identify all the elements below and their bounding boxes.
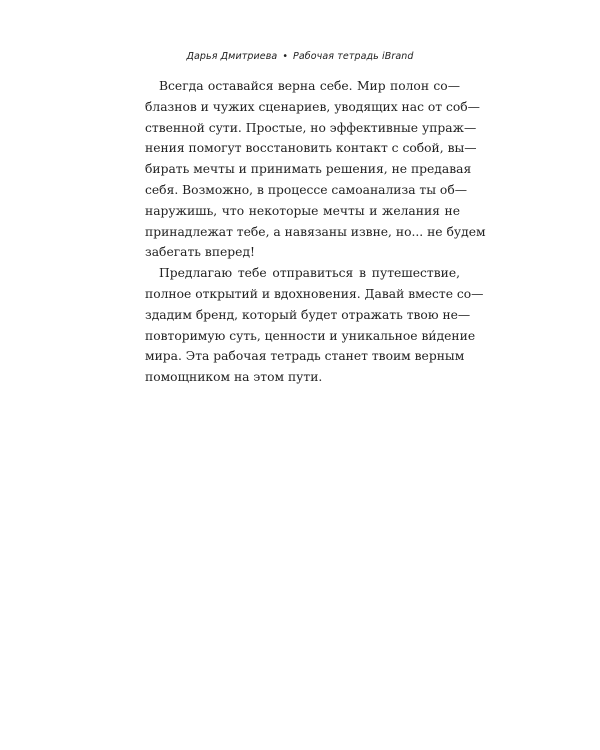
body-text (145, 76, 486, 388)
text-line: Предлагаю тебе отправиться в путешествие, (159, 266, 460, 281)
header-author: Дарья Дмитриева (186, 51, 278, 62)
text-line: мира. Эта рабочая тетрадь станет твоим верным (145, 349, 465, 364)
text-line: нения помогут восстановить контакт с собой, вы— (145, 141, 477, 156)
text-line: принадлежат тебе, а навязаны извне, но... не будем (145, 224, 486, 239)
paragraph-2 (145, 263, 484, 388)
text-line: ственной сути. Простые, но эффективные упраж— (145, 120, 477, 135)
paragraph-1 (145, 76, 486, 263)
text-line: Всегда оставайся верна себе. Мир полон со— (159, 79, 460, 93)
text-line: себя. Возможно, в процессе самоанализа ты об— (145, 182, 468, 197)
text-line: помощником на этом пути. (145, 370, 323, 385)
running-header (0, 51, 600, 62)
text-line: блазнов и чужих сценариев, уводящих нас от соб— (145, 99, 480, 114)
text-line: наружишь, что некоторые мечты и желания не (145, 203, 460, 218)
text-line: полное открытий и вдохновения. Давай вместе со— (145, 286, 484, 301)
text-line: бирать мечты и принимать решения, не предавая (145, 162, 472, 177)
text-line: здадим бренд, который будет отражать твою не— (145, 307, 471, 322)
text-line: повторимую суть, ценности и уникальное ви́дение (145, 328, 476, 343)
text-line: забегать вперед! (145, 245, 255, 260)
header-book-title: Рабочая тетрадь iBrand (293, 51, 414, 62)
header-separator: • (282, 51, 289, 62)
